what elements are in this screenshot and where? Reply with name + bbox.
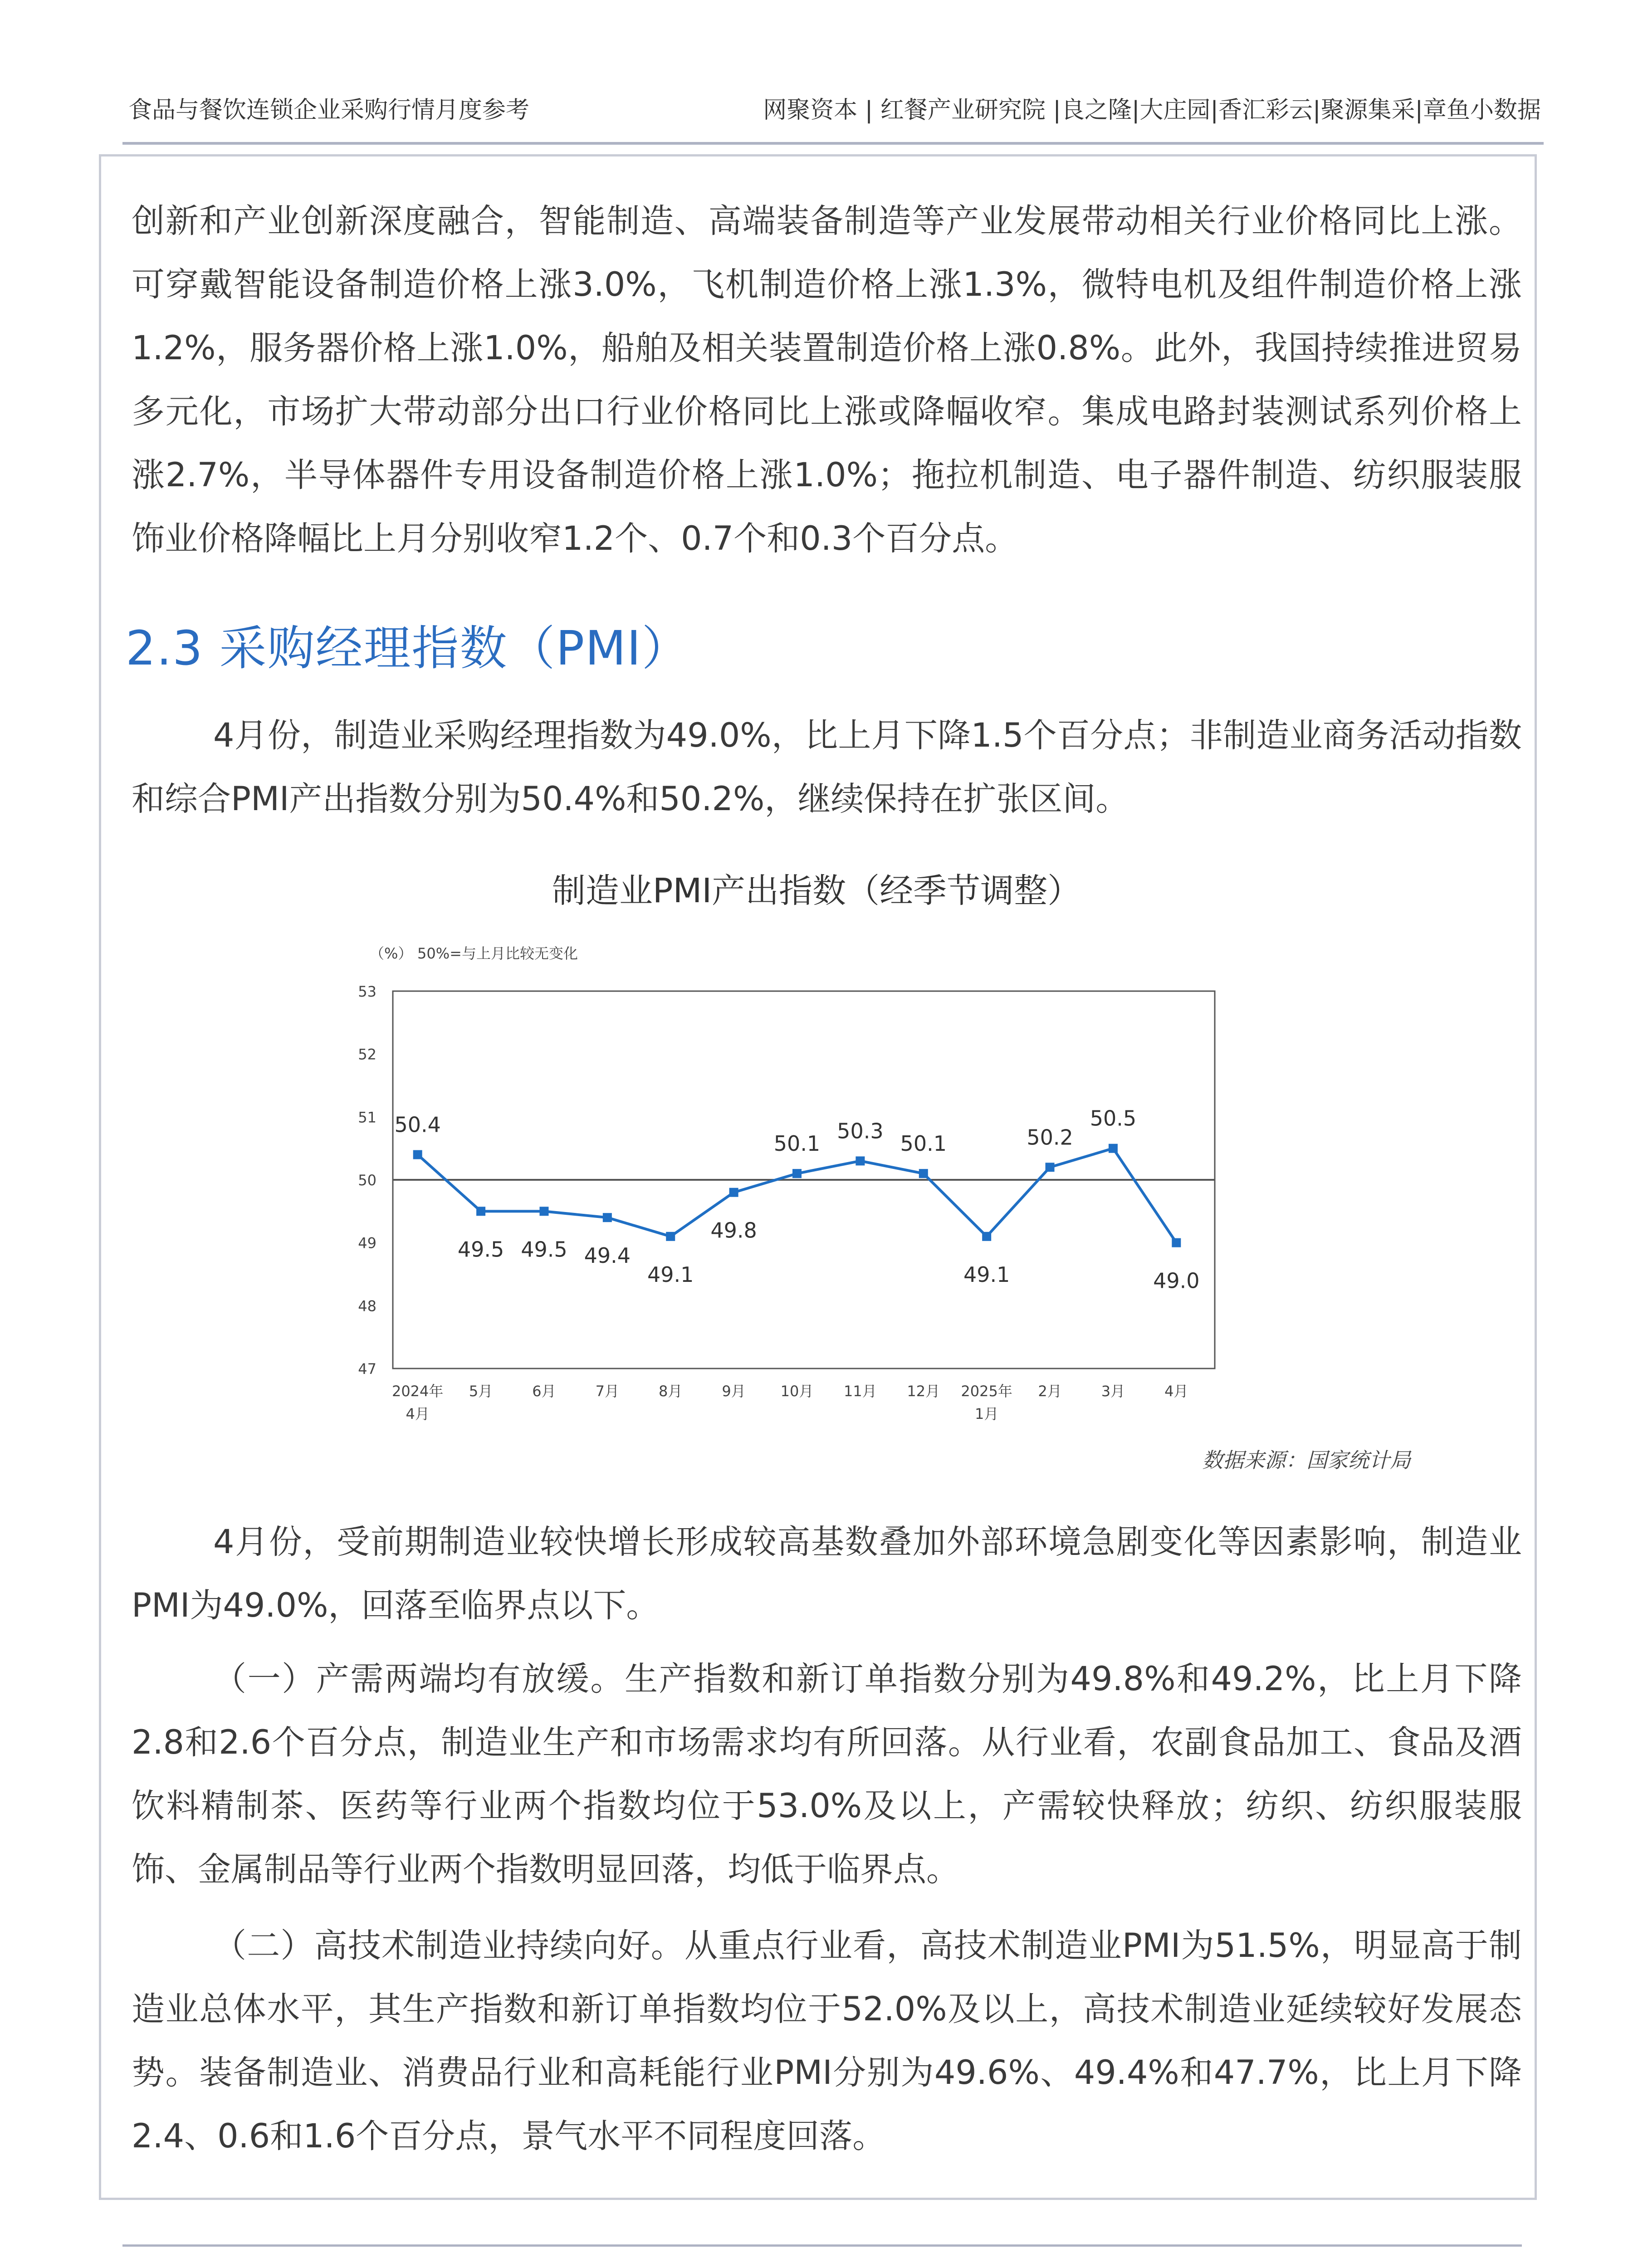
y-unit-label: （%）	[370, 945, 413, 962]
data-label: 49.5	[521, 1237, 567, 1262]
chart-note: 50%=与上月比较无变化	[417, 945, 578, 962]
data-point	[729, 1188, 738, 1197]
data-point	[1046, 1163, 1055, 1172]
y-tick-label: 47	[358, 1360, 376, 1378]
series-line	[418, 1149, 1177, 1243]
x-tick-label: 3月	[1101, 1383, 1125, 1400]
paragraph-supply-demand: （一）产需两端均有放缓。生产指数和新订单指数分别为49.8%和49.2%，比上月下降2.8和2.6个百分点，制造业生产和市场需求均有所回落。从行业看，农副食品加工、食品及酒饮料精制茶、医药等行业两个指数均位于53.0%及以上，产需较快释放；纺织、纺织服装服饰、金属制品等行业两个指数明显回落，均低于临界点。	[132, 1660, 1522, 1889]
y-tick-label: 52	[358, 1046, 376, 1063]
data-label: 50.5	[1090, 1106, 1137, 1131]
data-label: 50.3	[837, 1119, 884, 1144]
data-point	[982, 1232, 991, 1241]
data-point	[539, 1207, 548, 1216]
header-publishers: 网聚资本 | 红餐产业研究院 |良之隆|大庄园|香汇彩云|聚源集采|章鱼小数据	[763, 97, 1541, 124]
y-tick-label: 48	[358, 1297, 376, 1315]
x-tick-label: 4月	[1164, 1383, 1188, 1400]
data-point	[1172, 1238, 1181, 1247]
y-tick-label: 50	[358, 1172, 376, 1189]
x-tick-label: 8月	[659, 1383, 683, 1400]
data-point	[856, 1156, 865, 1165]
data-point	[792, 1169, 802, 1178]
data-point	[1109, 1144, 1118, 1153]
data-label: 49.1	[647, 1262, 694, 1287]
section-title: 2.3 采购经理指数（PMI）	[126, 621, 690, 676]
header-divider	[122, 142, 1544, 145]
x-tick-label: 2月	[1038, 1383, 1062, 1400]
x-tick-label: 2025年	[961, 1383, 1012, 1400]
y-tick-label: 49	[358, 1234, 376, 1252]
pmi-line-chart	[327, 928, 1238, 1449]
paragraph-high-tech: （二）高技术制造业持续向好。从重点行业看，高技术制造业PMI为51.5%，明显高于制造业总体水平，其生产指数和新订单指数均位于52.0%及以上，高技术制造业延续较好发展态势。装备制造业、消费品行业和高耗能行业PMI分别为49.6%、49.4%和47.7%，比上月下降2.4、0.6和1.6个百分点，景气水平不同程度回落。	[132, 1926, 1522, 2156]
paragraph-price-trends: 创新和产业创新深度融合，智能制造、高端装备制造等产业发展带动相关行业价格同比上涨。可穿戴智能设备制造价格上涨3.0%，飞机制造价格上涨1.3%，微特电机及组件制造价格上涨1.2%，服务器价格上涨1.0%，船舶及相关装置制造价格上涨0.8%。此外，我国持续推进贸易多元化，市场扩大带动部分出口行业价格同比上涨或降幅收窄。集成电路封装测试系列价格上涨2.7%，半导体器件专用设备制造价格上涨1.0%；拖拉机制造、电子器件制造、纺织服装服饰业价格降幅比上月分别收窄1.2个、0.7个和0.3个百分点。	[132, 202, 1522, 558]
x-tick-label: 12月	[907, 1383, 940, 1400]
x-tick-label: 9月	[722, 1383, 746, 1400]
data-point	[413, 1150, 422, 1159]
paragraph-pmi-decline: 4月份，受前期制造业较快增长形成较高基数叠加外部环境急剧变化等因素影响，制造业PMI为49.0%，回落至临界点以下。	[132, 1523, 1522, 1625]
chart-title: 制造业PMI产出指数（经季节调整）	[552, 871, 1081, 910]
x-tick-label: 11月	[844, 1383, 877, 1400]
data-point	[476, 1207, 485, 1216]
x-tick-label: 1月	[974, 1405, 999, 1422]
data-label: 49.1	[963, 1262, 1010, 1287]
data-label: 50.1	[900, 1131, 947, 1156]
data-source-note: 数据来源：国家统计局	[1202, 1448, 1411, 1472]
paragraph-pmi-summary: 4月份，制造业采购经理指数为49.0%，比上月下降1.5个百分点；非制造业商务活动指数和综合PMI产出指数分别为50.4%和50.2%，继续保持在扩张区间。	[132, 716, 1522, 818]
x-tick-label: 7月	[595, 1383, 620, 1400]
x-tick-label: 4月	[406, 1405, 430, 1422]
footer-divider	[122, 2244, 1522, 2247]
data-label: 49.0	[1153, 1268, 1200, 1293]
data-point	[666, 1232, 675, 1241]
x-tick-label: 10月	[780, 1383, 814, 1400]
x-tick-label: 5月	[469, 1383, 493, 1400]
data-label: 49.5	[457, 1237, 504, 1262]
data-label: 49.8	[710, 1218, 757, 1243]
data-label: 50.1	[773, 1131, 821, 1156]
data-label: 50.4	[394, 1112, 441, 1137]
data-label: 50.2	[1027, 1125, 1073, 1150]
header-report-title: 食品与餐饮连锁企业采购行情月度参考	[128, 97, 530, 124]
data-point	[919, 1169, 928, 1178]
data-point	[603, 1213, 612, 1222]
x-tick-label: 2024年	[391, 1383, 444, 1400]
y-tick-label: 51	[358, 1109, 376, 1126]
data-label: 49.4	[584, 1243, 631, 1268]
y-tick-label: 53	[358, 983, 376, 1000]
x-tick-label: 6月	[532, 1383, 556, 1400]
